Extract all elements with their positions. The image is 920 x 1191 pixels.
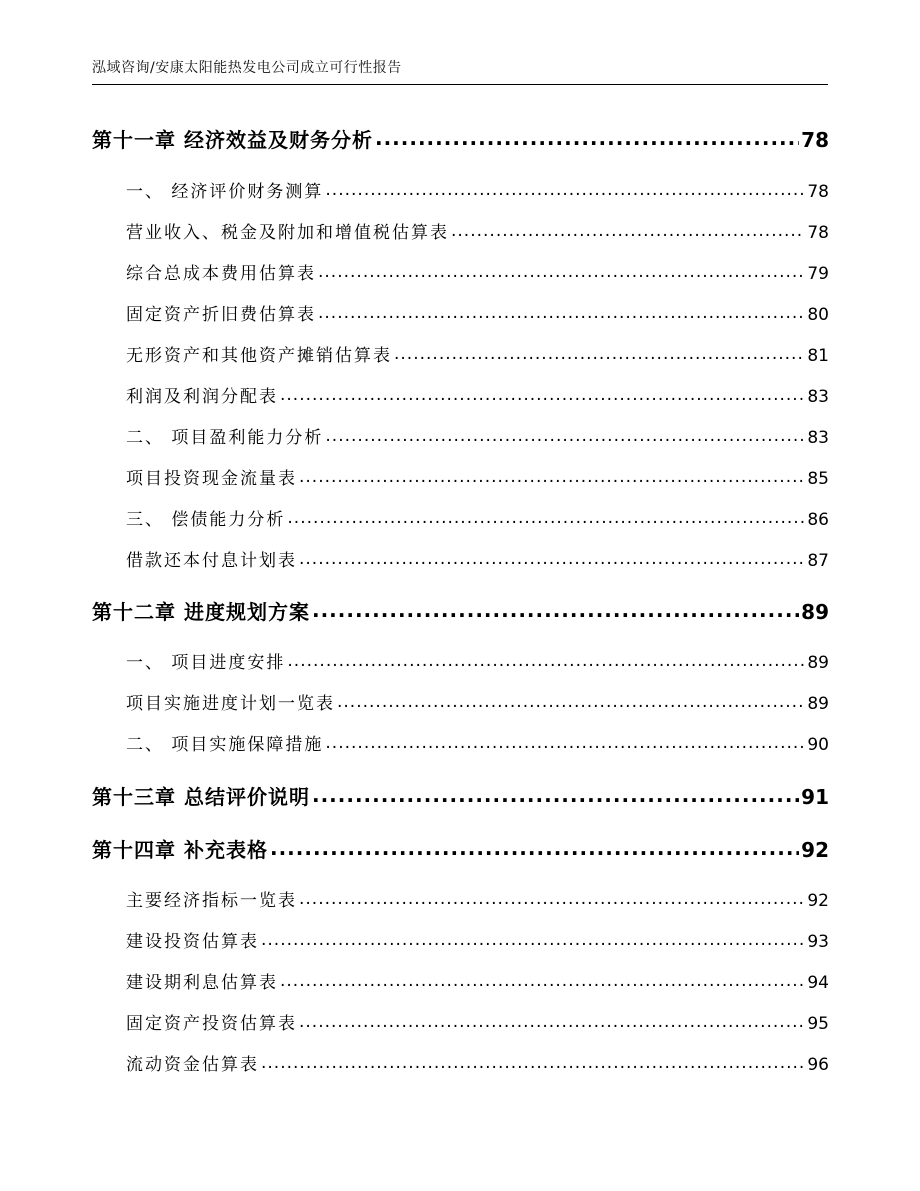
toc-chapter-12[interactable] (92, 596, 829, 625)
toc-entry-page: 89 (807, 694, 829, 714)
dot-leader (337, 692, 805, 709)
toc-entry-title: 主要经济指标一览表 (126, 891, 297, 911)
toc-entry-title: 二、 项目盈利能力分析 (126, 428, 324, 448)
toc-entry-title: 一、 经济评价财务测算 (126, 182, 324, 202)
toc-entry-title: 无形资产和其他资产摊销估算表 (126, 346, 392, 366)
toc-section[interactable] (126, 382, 829, 407)
toc-section[interactable] (126, 341, 829, 366)
toc-entry-title: 固定资产折旧费估算表 (126, 305, 316, 325)
dot-leader (261, 1053, 805, 1070)
toc-entry-title: 三、 偿债能力分析 (126, 510, 286, 530)
toc-entry-page: 79 (807, 264, 829, 284)
toc-entry-title: 利润及利润分配表 (126, 387, 278, 407)
toc-section[interactable] (126, 423, 829, 448)
toc-section[interactable] (126, 218, 829, 243)
toc-entry-page: 83 (807, 387, 829, 407)
dot-leader (299, 549, 805, 566)
dot-leader (312, 784, 799, 804)
toc-section[interactable] (126, 546, 829, 571)
dot-leader (325, 426, 805, 443)
toc-entry-page: 92 (807, 891, 829, 911)
running-header: 泓域咨询/安康太阳能热发电公司成立可行性报告 (92, 58, 828, 85)
toc-entry-title: 综合总成本费用估算表 (126, 264, 316, 284)
toc-section[interactable] (126, 730, 829, 755)
toc-chapter-14[interactable] (92, 834, 829, 863)
toc-section[interactable] (126, 464, 829, 489)
toc-entry-title: 流动资金估算表 (126, 1055, 259, 1075)
dot-leader (318, 262, 805, 279)
toc-entry-page: 94 (807, 973, 829, 993)
toc-entry-title: 第十二章 进度规划方案 (92, 600, 310, 624)
toc-entry-page: 78 (801, 128, 829, 152)
dot-leader (270, 837, 799, 857)
toc-entry-page: 85 (807, 469, 829, 489)
toc-section[interactable] (126, 259, 829, 284)
dot-leader (287, 651, 805, 668)
toc-entry-page: 87 (807, 551, 829, 571)
toc-entry-title: 第十三章 总结评价说明 (92, 785, 310, 809)
toc-entry-page: 95 (807, 1014, 829, 1034)
toc-entry-page: 78 (807, 223, 829, 243)
toc-entry-page: 81 (807, 346, 829, 366)
toc-entry-page: 78 (807, 182, 829, 202)
dot-leader (299, 889, 805, 906)
toc-section[interactable] (126, 927, 829, 952)
toc-entry-page: 90 (807, 735, 829, 755)
toc-entry-page: 92 (801, 838, 829, 862)
dot-leader (287, 508, 805, 525)
dot-leader (261, 930, 805, 947)
toc-entry-title: 固定资产投资估算表 (126, 1014, 297, 1034)
dot-leader (394, 344, 805, 361)
dot-leader (280, 385, 805, 402)
toc-entry-title: 二、 项目实施保障措施 (126, 735, 324, 755)
toc-entry-title: 营业收入、税金及附加和增值税估算表 (126, 223, 449, 243)
toc-section[interactable] (126, 648, 829, 673)
toc-entry-title: 项目实施进度计划一览表 (126, 694, 335, 714)
toc-entry-title: 借款还本付息计划表 (126, 551, 297, 571)
toc-entry-page: 89 (801, 600, 829, 624)
toc-section[interactable] (126, 886, 829, 911)
toc-section[interactable] (126, 505, 829, 530)
toc-section[interactable] (126, 968, 829, 993)
dot-leader (280, 971, 805, 988)
toc-section[interactable] (126, 1009, 829, 1034)
toc-entry-page: 89 (807, 653, 829, 673)
toc-entry-page: 91 (801, 785, 829, 809)
toc-entry-title: 建设投资估算表 (126, 932, 259, 952)
toc-entry-page: 93 (807, 932, 829, 952)
toc-entry-page: 80 (807, 305, 829, 325)
dot-leader (312, 599, 799, 619)
dot-leader (299, 1012, 805, 1029)
dot-leader (325, 733, 805, 750)
toc-entry-title: 项目投资现金流量表 (126, 469, 297, 489)
toc-section[interactable] (126, 177, 829, 202)
toc-chapter-11[interactable] (92, 124, 829, 153)
toc-entry-title: 建设期利息估算表 (126, 973, 278, 993)
toc-entry-page: 86 (807, 510, 829, 530)
toc-entry-page: 96 (807, 1055, 829, 1075)
toc-section[interactable] (126, 300, 829, 325)
dot-leader (318, 303, 805, 320)
toc-section[interactable] (126, 689, 829, 714)
toc-entry-page: 83 (807, 428, 829, 448)
toc-chapter-13[interactable] (92, 781, 829, 810)
dot-leader (375, 127, 799, 147)
dot-leader (325, 180, 805, 197)
dot-leader (299, 467, 805, 484)
toc-section[interactable] (126, 1050, 829, 1075)
toc-entry-title: 一、 项目进度安排 (126, 653, 286, 673)
dot-leader (451, 221, 805, 238)
toc-entry-title: 第十四章 补充表格 (92, 838, 268, 862)
toc-entry-title: 第十一章 经济效益及财务分析 (92, 128, 373, 152)
